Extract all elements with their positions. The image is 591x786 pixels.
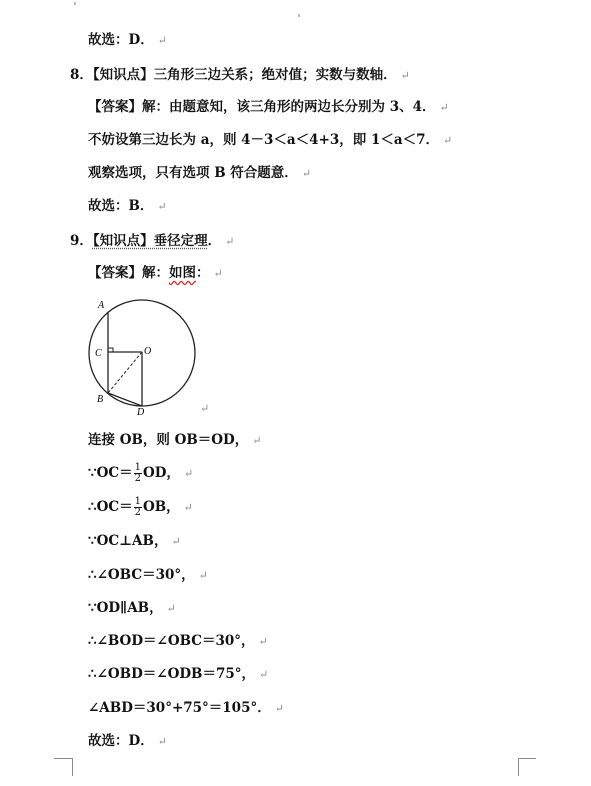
paragraph-return-mark: ↵ bbox=[400, 69, 410, 82]
text-segment: OD， bbox=[142, 465, 180, 481]
paragraph-return-mark: ↵ bbox=[183, 467, 194, 480]
text-segment: ∴∠OBD＝∠ODB＝75°， bbox=[88, 666, 256, 682]
text-line-q8-final-answer bbox=[88, 197, 167, 216]
fraction bbox=[134, 497, 142, 518]
text-line-q9-answer bbox=[88, 264, 223, 283]
paragraph-return-mark: ↵ bbox=[171, 535, 181, 548]
text-segment: 故选：D． bbox=[88, 733, 154, 749]
text-segment: ： bbox=[196, 265, 210, 281]
text-segment: 【知识点】垂径定理 bbox=[92, 233, 208, 249]
text-line-oc-half-ob bbox=[88, 497, 193, 518]
fraction-numerator: 1 bbox=[134, 462, 141, 473]
text-segment: ． bbox=[207, 233, 222, 249]
text-line-angle-abd bbox=[88, 699, 284, 718]
label-o: O bbox=[144, 346, 152, 357]
text-line-q8-knowledge-point bbox=[70, 66, 410, 85]
text-segment: ∴∠BOD＝∠OBC＝30°， bbox=[88, 633, 255, 649]
text-line-final-answer-7 bbox=[88, 31, 167, 50]
text-line-od-parallel-ab bbox=[88, 599, 176, 618]
label-c: C bbox=[95, 348, 102, 359]
circle-geometry-figure bbox=[84, 296, 209, 421]
text-segment: ∵OC⊥AB， bbox=[88, 533, 168, 549]
figure-return-mark: ↵ bbox=[200, 402, 210, 415]
paragraph-return-mark: ↵ bbox=[213, 267, 223, 280]
text-segment: 9． bbox=[70, 233, 93, 249]
crop-mark-left-v bbox=[72, 758, 73, 776]
label-b: B bbox=[97, 394, 104, 405]
paragraph-return-mark: ↵ bbox=[157, 200, 167, 213]
text-line-connect-ob bbox=[88, 431, 261, 450]
text-segment: 故选：D． bbox=[88, 32, 154, 48]
text-segment: ∠ABD＝30°+75°＝105°． bbox=[88, 700, 271, 716]
text-segment: ∵OD∥AB， bbox=[88, 600, 163, 616]
text-segment: 8．【知识点】三角形三边关系；绝对值；实数与数轴． bbox=[70, 67, 397, 83]
paragraph-return-mark: ↵ bbox=[274, 702, 284, 715]
fraction-numerator: 1 bbox=[134, 496, 141, 507]
crop-mark-right-h bbox=[518, 758, 536, 759]
top-mark-center bbox=[298, 14, 300, 17]
text-line-angle-obc bbox=[88, 566, 208, 585]
text-segment: ∵OC＝ bbox=[88, 465, 133, 481]
text-segment: 【答案】解：由题意知，该三角形的两边长分别为 3、4． bbox=[88, 99, 436, 115]
text-segment: ∴∠OBC＝30°， bbox=[88, 567, 195, 583]
text-segment: 如图 bbox=[169, 265, 196, 281]
paragraph-return-mark: ↵ bbox=[183, 501, 193, 514]
label-d: D bbox=[137, 407, 145, 418]
text-segment: 连接 OB，则 OB＝OD， bbox=[88, 432, 249, 448]
text-line-q8-answer bbox=[88, 98, 449, 117]
text-segment: 不妨设第三边长为 a，则 4－3＜a＜4+3，即 1＜a＜7． bbox=[88, 132, 440, 148]
paragraph-return-mark: ↵ bbox=[157, 34, 167, 47]
text-segment: 故选：B． bbox=[88, 198, 154, 214]
paragraph-return-mark: ↵ bbox=[301, 167, 312, 180]
text-segment: 【答案】解： bbox=[88, 265, 169, 281]
crop-mark-right-v bbox=[518, 758, 519, 776]
fraction-denominator: 2 bbox=[134, 473, 141, 484]
label-a: A bbox=[98, 300, 105, 311]
text-line-q9-knowledge-point bbox=[70, 232, 234, 251]
paragraph-return-mark: ↵ bbox=[157, 735, 167, 748]
segment-ob-dashed bbox=[108, 352, 142, 393]
text-line-q9-final-answer bbox=[88, 732, 167, 751]
paragraph-return-mark: ↵ bbox=[443, 134, 453, 147]
paragraph-return-mark: ↵ bbox=[198, 569, 208, 582]
text-line-angle-bod bbox=[88, 632, 268, 651]
text-segment: 观察选项，只有选项 B 符合题意． bbox=[88, 165, 298, 181]
fraction-denominator: 2 bbox=[134, 507, 141, 518]
text-segment: OB， bbox=[142, 499, 180, 515]
top-mark-left bbox=[74, 2, 76, 5]
text-line-oc-half-od bbox=[88, 463, 193, 484]
text-line-angle-obd bbox=[88, 665, 268, 684]
paragraph-return-mark: ↵ bbox=[258, 635, 268, 648]
text-line-q8-third-side bbox=[88, 131, 452, 150]
text-line-oc-perp-ab bbox=[88, 532, 181, 551]
text-line-q8-observe bbox=[88, 164, 311, 183]
paragraph-return-mark: ↵ bbox=[439, 101, 449, 114]
paragraph-return-mark: ↵ bbox=[259, 668, 269, 681]
paragraph-return-mark: ↵ bbox=[225, 235, 235, 248]
paragraph-return-mark: ↵ bbox=[166, 602, 176, 615]
crop-mark-left-h bbox=[54, 758, 72, 759]
segment-bd bbox=[108, 393, 142, 406]
text-segment: ∴OC＝ bbox=[88, 499, 133, 515]
fraction bbox=[134, 463, 142, 484]
paragraph-return-mark: ↵ bbox=[252, 434, 262, 447]
